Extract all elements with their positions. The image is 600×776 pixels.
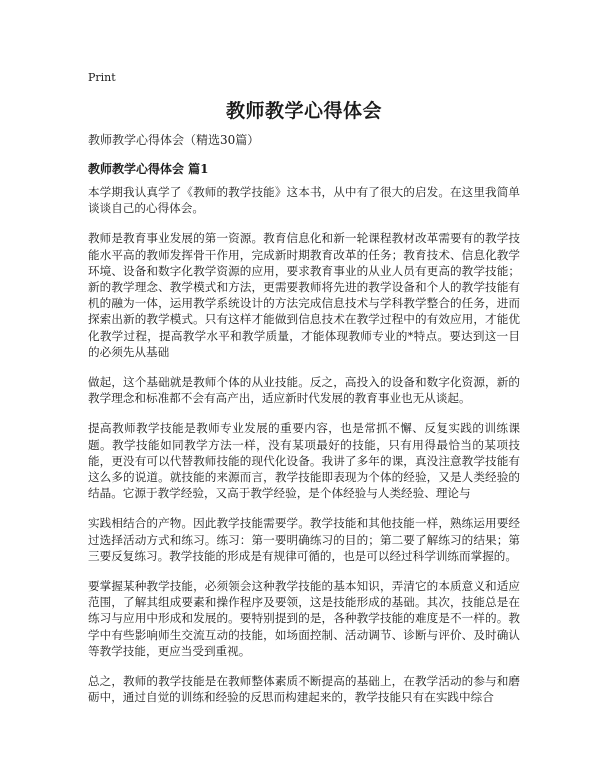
document-body (88, 184, 520, 719)
section-heading: 教师教学心得体会 篇1 (88, 162, 209, 176)
paragraph-3: 做起，这个基础就是教师个体的从业技能。反之，高投入的设备和数字化资源，新的教学理念和标准都不会有高产出，适应新时代发展的教育事业也无从谈起。 (88, 375, 520, 406)
paragraph-2: 教师是教育事业发展的第一资源。教育信息化和新一轮课程教材改革需要有的教学技能水平高的教师发挥骨干作用，完成新时期教育改革的任务；教育技术、信息化教学环境、设备和数字化教学资源的应用，要求教育事业的从业人员有更高的教学技能；新的教学理念、教学模式和方法，更需要教师将先进的教学设备和个人的教学技能有机的融为一体，运用教学系统设计的方法完成信息技术与学科教学整合的任务，进而探索出新的教学模式。只有这样才能做到信息技术在教学过程中的有效应用，才能优化教学过程，提高教学水平和教学质量，才能体现教师专业的*特点。要达到这一目的必须先从基础 (88, 231, 520, 359)
paragraph-4: 提高教师教学技能是教师专业发展的重要内容，也是常抓不懈、反复实践的训练课题。教学技能如同教学方法一样，没有某项最好的技能，只有用得最恰当的某项技能，更没有可以代替教师技能的现代化设备。我讲了多年的课，真没注意教学技能有这么多的说道。就技能的来源而言，教学技能即表现为个体的经验，又是人类经验的结晶。它源于教学经验，又高于教学经验，是个体经验与人类经验、理论与 (88, 421, 520, 501)
document-title: 教师教学心得体会 (225, 100, 382, 122)
print-label[interactable]: Print (88, 71, 116, 84)
document-subtitle: 教师教学心得体会（精选30篇） (88, 133, 260, 147)
paragraph-1: 本学期我认真学了《教师的教学技能》这本书，从中有了很大的启发。在这里我简单谈谈自己的心得体会。 (88, 185, 520, 216)
paragraph-5: 实践相结合的产物。因此教学技能需要学。教学技能和其他技能一样，熟练运用要经过选择活动方式和练习。练习：第一要明确练习的目的；第二要了解练习的结果；第三要反复练习。教学技能的形成是有规律可循的，也是可以经过科学训练而掌握的。 (88, 516, 520, 563)
paragraph-6: 要掌握某种教学技能，必须领会这种教学技能的基本知识，弄清它的本质意义和适应范围，了解其组成要素和操作程序及要领，这是技能形成的基础。其次，技能总是在练习与应用中形成和发展的。要特别提到的是，各种教学技能的难度是不一样的。教学中有些影响师生交流互动的技能，如场面控制、活动调节、诊断与评价、及时确认等教学技能，更应当受到重视。 (88, 579, 520, 658)
paragraph-7: 总之，教师的教学技能是在教师整体素质不断提高的基础上，在教学活动的参与和磨砺中，通过自觉的训练和经验的反思而构建起来的，教学技能只有在实践中综合 (88, 674, 520, 705)
